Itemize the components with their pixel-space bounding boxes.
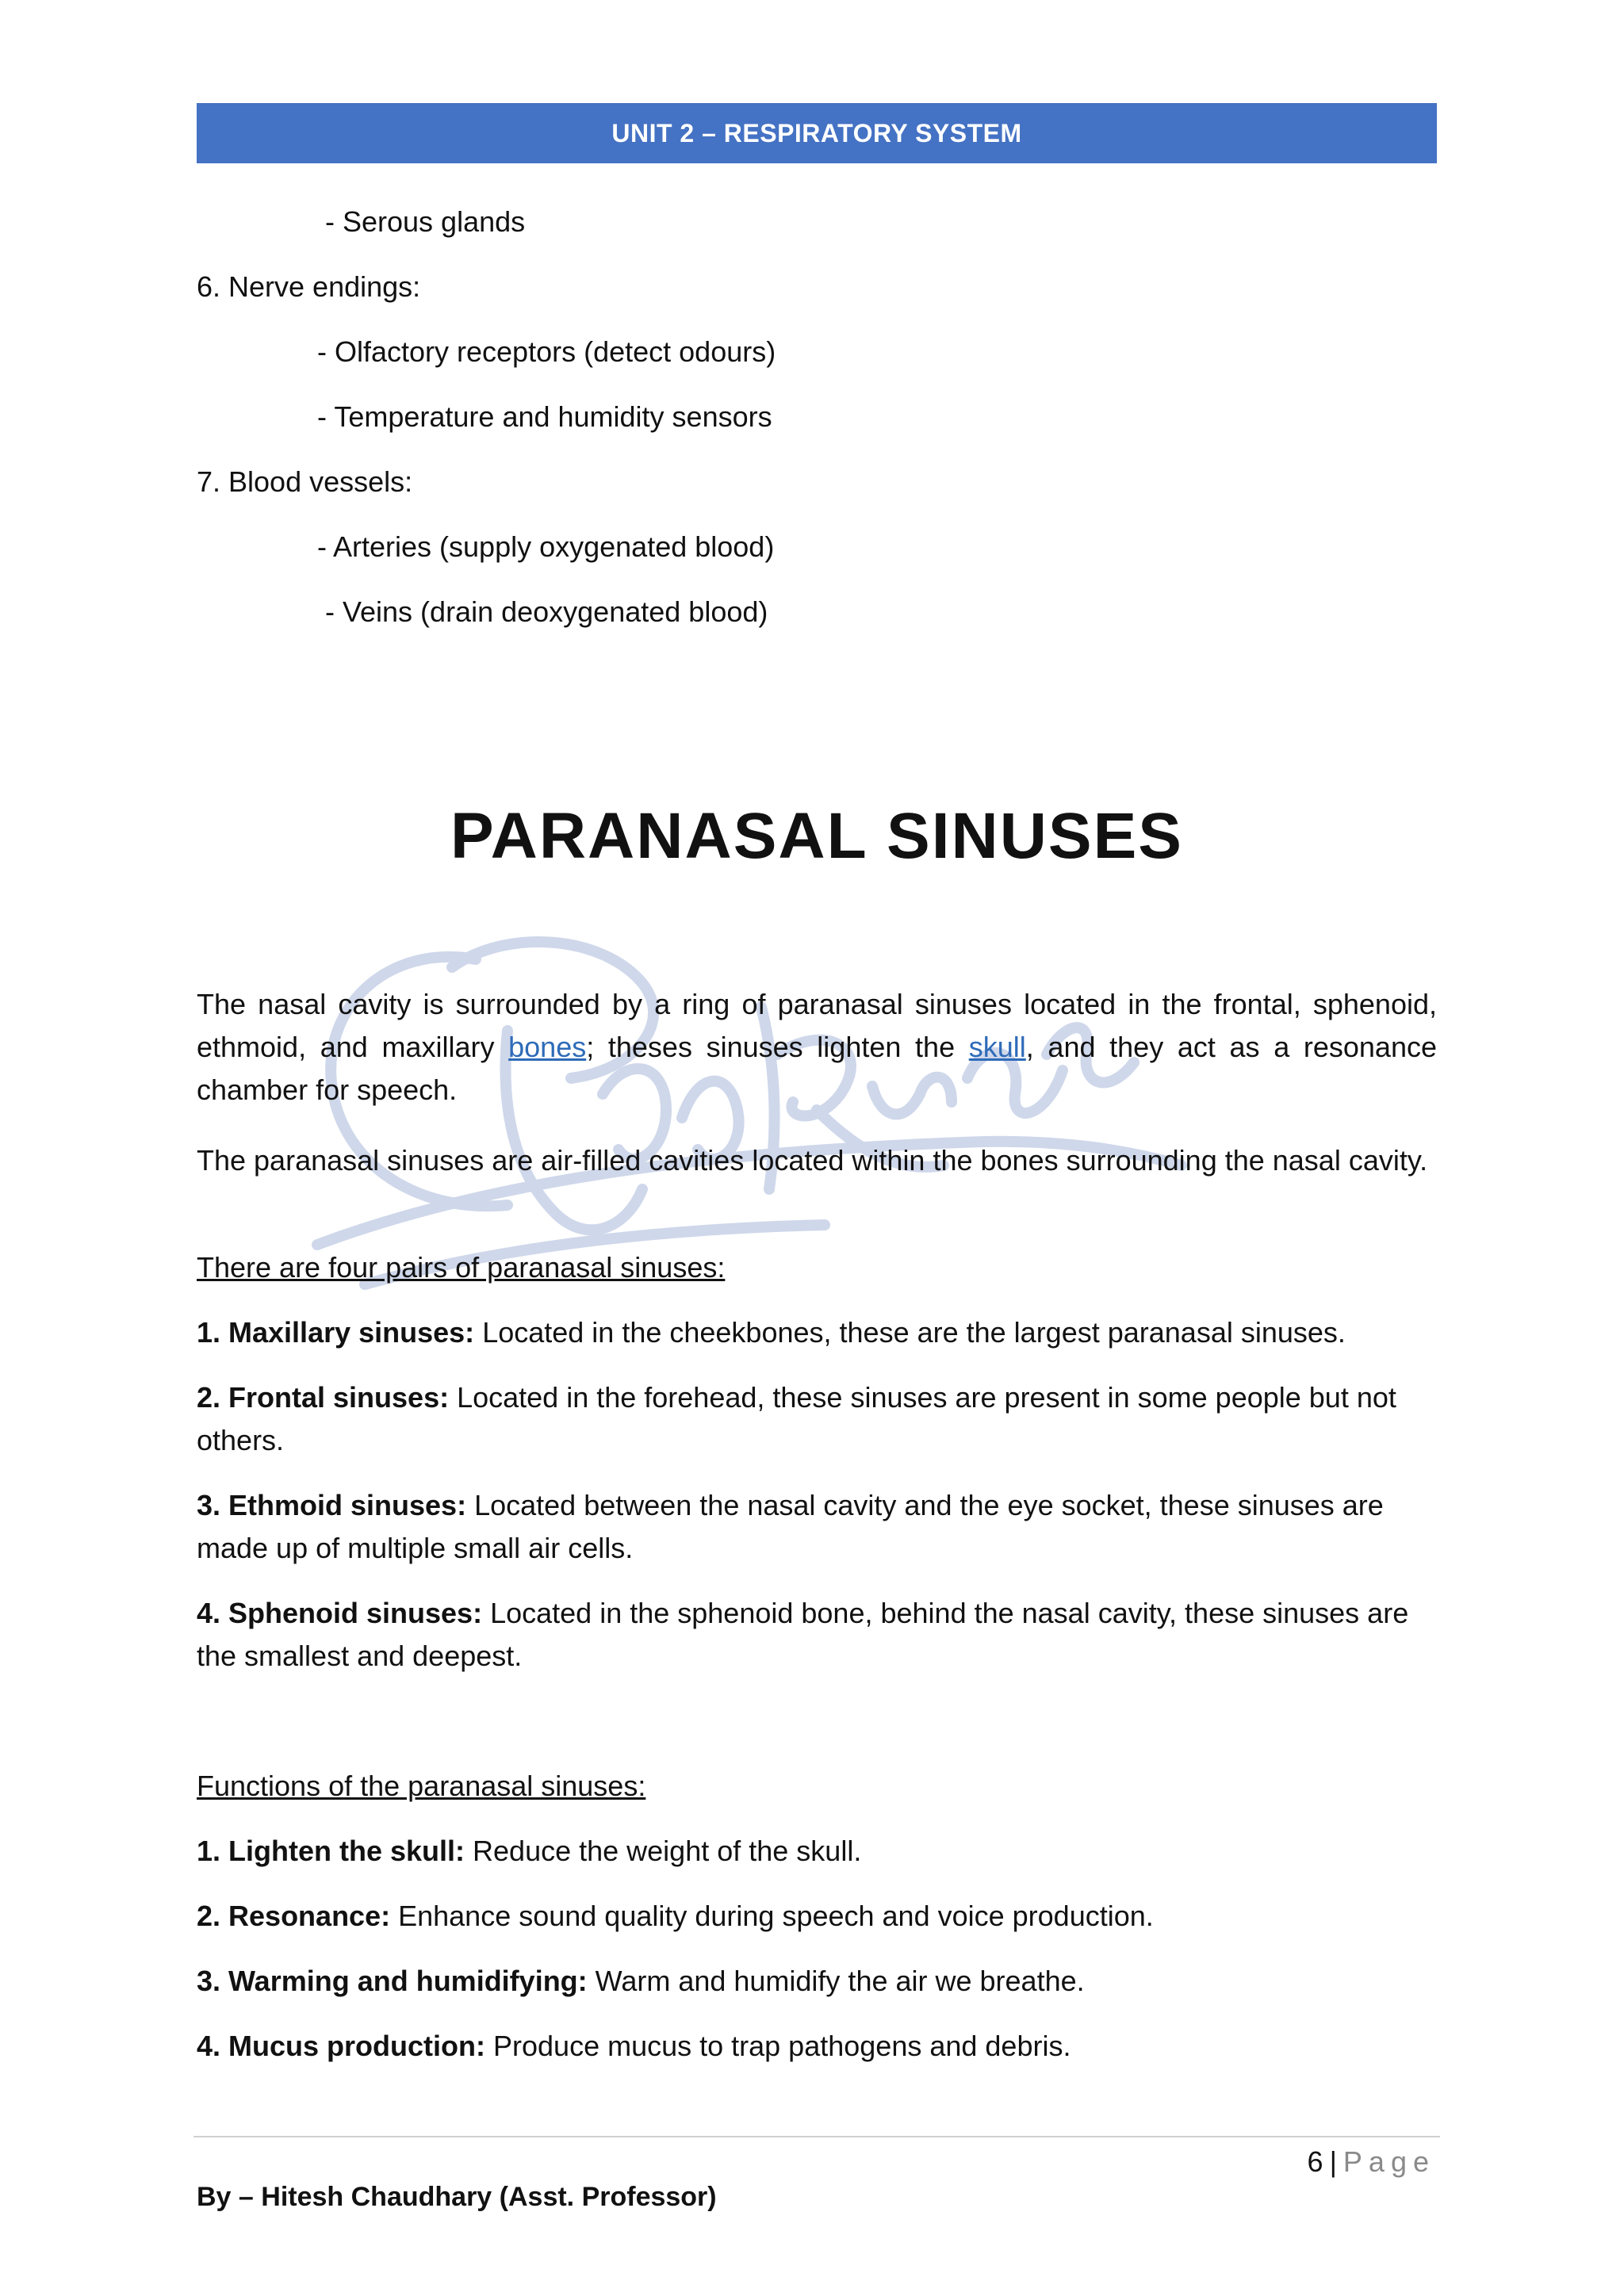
sinus-pair-item	[197, 1592, 1437, 1678]
function-item	[197, 1830, 1437, 1873]
pairs-heading: There are four pairs of paranasal sinuses:	[197, 1251, 726, 1284]
unit-header-bar	[197, 103, 1437, 163]
list-item-temperature: - Temperature and humidity sensors	[317, 400, 772, 433]
page-number	[1308, 2145, 1435, 2179]
list-item-veins: - Veins (drain deoxygenated blood)	[325, 595, 768, 628]
list-item-serous: - Serous glands	[325, 205, 526, 238]
bones-link[interactable]: bones	[508, 1031, 587, 1063]
sinus-pair-term: 1. Maxillary sinuses:	[197, 1316, 475, 1349]
function-term: 2. Resonance:	[197, 1900, 391, 1932]
blood-vessels-heading: 7. Blood vessels:	[197, 465, 413, 498]
list-item-olfactory: - Olfactory receptors (detect odours)	[317, 335, 776, 368]
function-term: 4. Mucus production:	[197, 2030, 485, 2062]
intro-text-2: ; theses sinuses lighten the	[586, 1031, 969, 1063]
function-desc: Warm and humidify the air we breathe.	[587, 1965, 1085, 1997]
sinus-pair-term: 4. Sphenoid sinuses:	[197, 1597, 483, 1629]
functions-heading: Functions of the paranasal sinuses:	[197, 1770, 646, 1802]
function-desc: Reduce the weight of the skull.	[465, 1835, 862, 1867]
function-desc: Enhance sound quality during speech and voice production.	[390, 1900, 1154, 1932]
function-term: 3. Warming and humidifying:	[197, 1965, 588, 1997]
sinus-pair-desc: Located between the nasal cavity and the eye socket, these sinuses are made up of multiple small air cells.	[197, 1489, 1384, 1564]
nerve-endings-heading: 6. Nerve endings:	[197, 270, 421, 303]
sinus-pair-item	[197, 1484, 1437, 1570]
intro-text-3: , and they act as a resonance chamber for speech.	[197, 1031, 1437, 1106]
skull-link[interactable]: skull	[968, 1031, 1026, 1063]
function-item	[197, 1960, 1437, 2003]
unit-title: UNIT 2 – RESPIRATORY SYSTEM	[611, 118, 1022, 147]
sinus-pair-item	[197, 1376, 1437, 1462]
page-number-separator: |	[1329, 2145, 1337, 2178]
sinus-pair-term: 2. Frontal sinuses:	[197, 1381, 450, 1414]
footer-divider	[193, 2136, 1440, 2137]
sinus-pair-desc: Located in the sphenoid bone, behind the nasal cavity, these sinuses are the smallest and deepest.	[197, 1597, 1409, 1672]
sinus-pair-desc: Located in the cheekbones, these are the largest paranasal sinuses.	[474, 1316, 1346, 1349]
function-item	[197, 1895, 1437, 1938]
intro-text-1: The nasal cavity is surrounded by a ring of paranasal sinuses located in the frontal, sphenoid, ethmoid, and maxillary	[197, 988, 1437, 1063]
page-label: Page	[1342, 2145, 1435, 2178]
function-term: 1. Lighten the skull:	[197, 1835, 465, 1867]
function-desc: Produce mucus to trap pathogens and debris.	[485, 2030, 1071, 2062]
sinus-pair-desc: Located in the forehead, these sinuses are present in some people but not others.	[197, 1381, 1396, 1456]
author-credit: By – Hitesh Chaudhary (Asst. Professor)	[197, 2182, 717, 2212]
sinus-pair-term: 3. Ethmoid sinuses:	[197, 1489, 467, 1521]
section-title: PARANASAL SINUSES	[450, 800, 1183, 872]
list-item-arteries: - Arteries (supply oxygenated blood)	[317, 530, 775, 563]
sinus-pair-item	[197, 1311, 1437, 1354]
function-item	[197, 2025, 1437, 2068]
page-number-value: 6	[1307, 2145, 1323, 2178]
definition-paragraph: The paranasal sinuses are air-filled cavities located within the bones surrounding the nasal cavity.	[197, 1144, 1428, 1177]
intro-paragraph	[197, 983, 1437, 1112]
